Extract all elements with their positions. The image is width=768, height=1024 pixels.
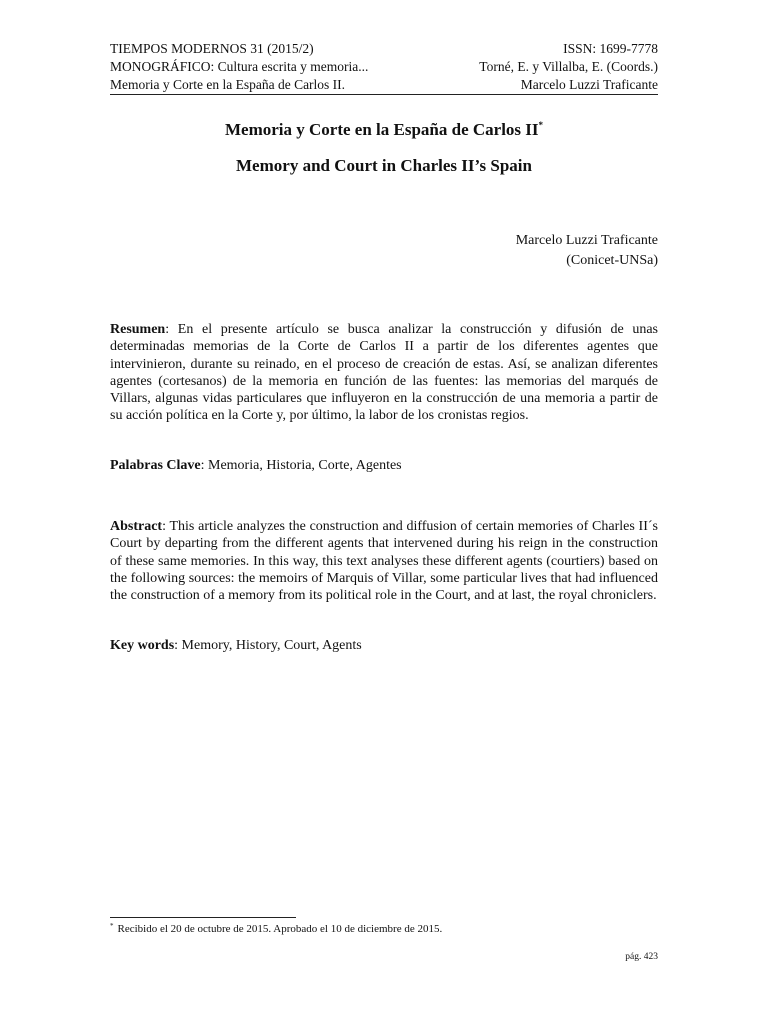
title-footnote-mark: * bbox=[538, 120, 544, 130]
footnote-divider bbox=[110, 917, 296, 918]
resumen-text: : En el presente artículo se busca analizar la construcción y difusión de unas determinadas memorias de la Corte de Carlos II a partir de los diferentes agentes que intervinieron, durante su reinado, en el proceso de creación de estas. Así, se analizan diferentes agentes (cortesanos) de la memoria en función de las fuentes: las memorias del marqués de Villars, algunas vidas particulares que influyeron en la construcción de una memoria a partir de su acción política en la Corte y, por último, la labor de los cronistas regios. bbox=[110, 322, 658, 424]
article-page bbox=[110, 40, 658, 980]
author-block bbox=[110, 231, 658, 271]
running-header-row-1 bbox=[110, 40, 658, 58]
article-title-english: Memory and Court in Charles II’s Spain bbox=[236, 156, 532, 175]
footnote-text: Recibido el 20 de octubre de 2015. Aprobado el 10 de diciembre de 2015. bbox=[117, 923, 443, 935]
palabras-clave-text: : Memoria, Historia, Corte, Agentes bbox=[200, 457, 402, 473]
resumen-label: Resumen bbox=[110, 322, 166, 337]
key-words-paragraph bbox=[110, 637, 658, 654]
footnote-mark: * bbox=[110, 922, 114, 930]
running-header-row-2 bbox=[110, 58, 658, 76]
issn: ISSN: 1699-7778 bbox=[563, 41, 658, 56]
resumen-paragraph bbox=[110, 321, 658, 425]
palabras-clave-paragraph bbox=[110, 457, 658, 474]
article-short-title: Memoria y Corte en la España de Carlos II. bbox=[110, 77, 346, 92]
coordinators: Torné, E. y Villalba, E. (Coords.) bbox=[479, 59, 658, 74]
running-header-row-3 bbox=[110, 76, 658, 95]
key-words-text: : Memory, History, Court, Agents bbox=[174, 637, 362, 653]
key-words-label: Key words bbox=[110, 637, 175, 653]
abstract-text: : This article analyzes the construction and diffusion of certain memories of Charles II´s Court by departing from the different agents that intervened during his reign in the construction of these same memories. In this way, this text analyses these different agents (courtiers) based on the following sources: the memoirs of Marquis of Villar, some particular lives that had influenced the construction of a memory from its political role in the Court, and at last, the royal chroniclers. bbox=[110, 519, 658, 604]
article-title-spanish bbox=[110, 119, 658, 141]
palabras-clave-label: Palabras Clave bbox=[110, 457, 201, 473]
abstract-label: Abstract bbox=[110, 519, 163, 535]
page-number: pág. 423 bbox=[625, 952, 658, 962]
journal-name: TIEMPOS MODERNOS 31 (2015/2) bbox=[110, 41, 314, 56]
author-affiliation: (Conicet-UNSa) bbox=[566, 253, 658, 268]
title-es-text: Memoria y Corte en la España de Carlos II bbox=[224, 120, 539, 139]
section-name: MONOGRÁFICO: Cultura escrita y memoria... bbox=[110, 59, 369, 74]
author-short: Marcelo Luzzi Traficante bbox=[520, 77, 658, 92]
abstract-paragraph bbox=[110, 518, 658, 604]
footnote bbox=[110, 922, 442, 936]
author-name: Marcelo Luzzi Traficante bbox=[515, 233, 658, 248]
